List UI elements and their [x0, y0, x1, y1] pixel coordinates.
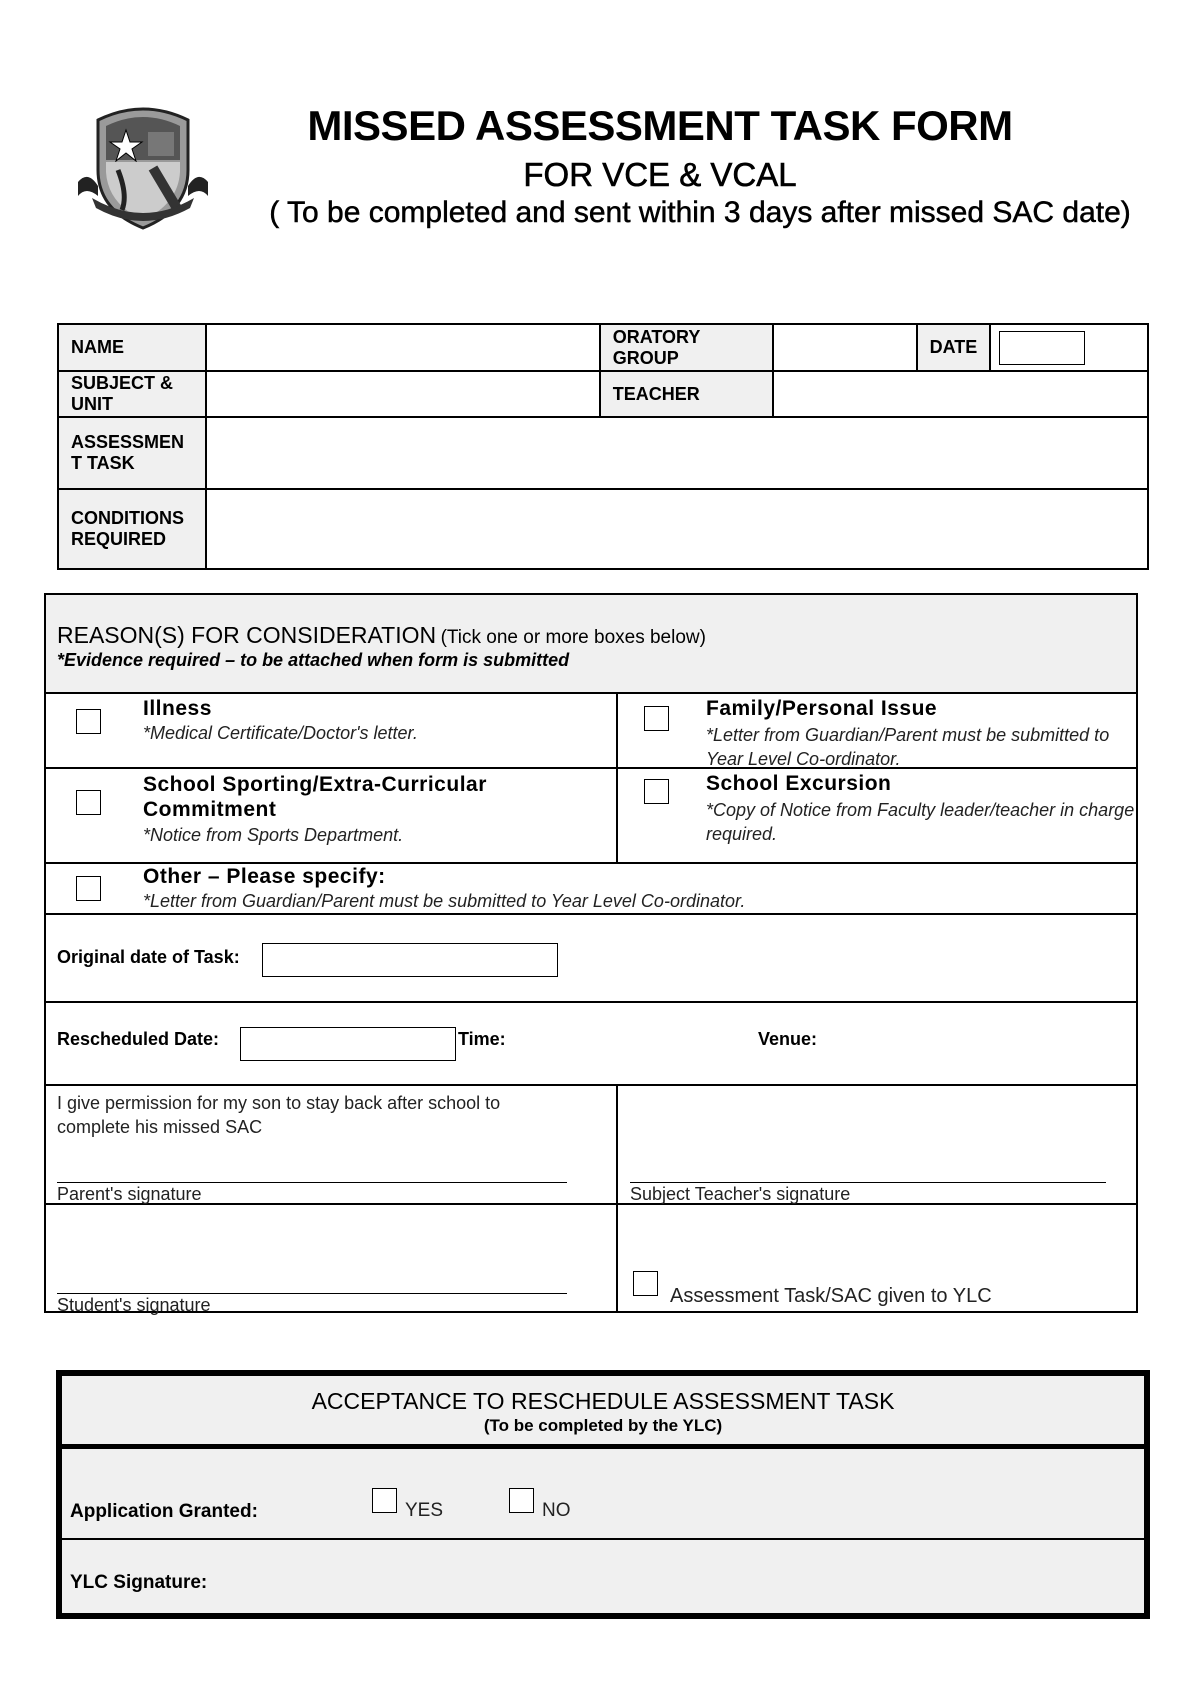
granted-no-label: NO — [542, 1500, 571, 1521]
illness-checkbox[interactable] — [76, 709, 101, 734]
name-field[interactable] — [206, 324, 600, 371]
other-checkbox[interactable] — [76, 876, 101, 901]
granted-no-checkbox[interactable] — [509, 1488, 534, 1513]
granted-yes-label: YES — [405, 1500, 444, 1521]
reasons-heading-note: (Tick one or more boxes below) — [440, 627, 706, 648]
illness-title: Illness — [143, 697, 212, 720]
other-note: *Letter from Guardian/Parent must be submitted to Year Level Co-ordinator. — [143, 891, 746, 911]
excursion-checkbox[interactable] — [644, 779, 669, 804]
sporting-note: *Notice from Sports Department. — [143, 825, 404, 845]
excursion-note: *Copy of Notice from Faculty leader/teacher in charge required. — [706, 800, 1135, 844]
other-title: Other – Please specify: — [143, 865, 386, 888]
rescheduled-date-field[interactable] — [240, 1027, 456, 1061]
date-label: DATE — [917, 324, 991, 371]
evidence-note: *Evidence required – to be attached when form is submitted — [57, 650, 570, 670]
teacher-signature-label: Subject Teacher's signature — [630, 1184, 851, 1204]
assessment-task-field[interactable] — [206, 417, 1148, 489]
student-signature-line[interactable] — [57, 1293, 567, 1294]
form-subtitle: FOR VCE & VCAL — [523, 156, 797, 193]
given-to-ylc-label: Assessment Task/SAC given to YLC — [670, 1285, 992, 1307]
rescheduled-date-label: Rescheduled Date: — [57, 1029, 220, 1049]
granted-yes-checkbox[interactable] — [372, 1488, 397, 1513]
teacher-label: TEACHER — [600, 371, 774, 417]
student-info-table — [57, 323, 1149, 570]
acceptance-row-divider — [62, 1538, 1144, 1540]
venue-label: Venue: — [758, 1029, 818, 1049]
family-issue-note: *Letter from Guardian/Parent must be submitted to Year Level Co-ordinator. — [706, 725, 1110, 769]
sporting-title: School Sporting/Extra-Curricular Commitment — [143, 773, 487, 821]
form-title: MISSED ASSESSMENT TASK FORM — [307, 102, 1013, 149]
conditions-required-field[interactable] — [206, 489, 1148, 569]
parent-signature-label: Parent's signature — [57, 1184, 202, 1204]
name-label: NAME — [58, 324, 206, 371]
conditions-required-label: CONDITIONS REQUIRED — [58, 489, 206, 569]
form-instruction: ( To be completed and sent within 3 days after missed SAC date) — [269, 196, 1131, 229]
given-to-ylc-checkbox[interactable] — [633, 1271, 658, 1296]
acceptance-title: ACCEPTANCE TO RESCHEDULE ASSESSMENT TASK — [311, 1388, 895, 1414]
excursion-title: School Excursion — [706, 772, 892, 795]
original-date-field[interactable] — [262, 943, 558, 977]
college-crest-logo — [78, 100, 208, 232]
original-date-label: Original date of Task: — [57, 947, 240, 967]
acceptance-section — [56, 1370, 1150, 1619]
acceptance-divider — [62, 1444, 1144, 1449]
teacher-field[interactable] — [773, 371, 1148, 417]
family-issue-title: Family/Personal Issue — [706, 697, 938, 720]
ylc-signature-label: YLC Signature: — [70, 1572, 208, 1593]
time-label: Time: — [458, 1029, 506, 1049]
oratory-group-label: ORATORY GROUP — [600, 324, 774, 371]
reasons-heading: REASON(S) FOR CONSIDERATION — [57, 622, 437, 648]
student-signature-label: Student's signature — [57, 1295, 211, 1315]
application-granted-label: Application Granted: — [70, 1501, 258, 1522]
date-field[interactable] — [999, 331, 1085, 365]
acceptance-subtitle: (To be completed by the YLC) — [483, 1416, 723, 1435]
sporting-checkbox[interactable] — [76, 790, 101, 815]
permission-text: I give permission for my son to stay back after school to complete his missed SAC — [57, 1093, 501, 1137]
reasons-section — [44, 593, 1138, 1313]
illness-note: *Medical Certificate/Doctor's letter. — [143, 723, 418, 743]
reasons-heading-row — [57, 622, 706, 649]
family-issue-checkbox[interactable] — [644, 706, 669, 731]
teacher-signature-line[interactable] — [630, 1182, 1106, 1183]
oratory-group-field[interactable] — [773, 324, 916, 371]
subject-unit-field[interactable] — [206, 371, 600, 417]
subject-unit-label: SUBJECT & UNIT — [58, 371, 206, 417]
parent-signature-line[interactable] — [57, 1182, 567, 1183]
assessment-task-label: ASSESSMENT TASK — [58, 417, 206, 489]
